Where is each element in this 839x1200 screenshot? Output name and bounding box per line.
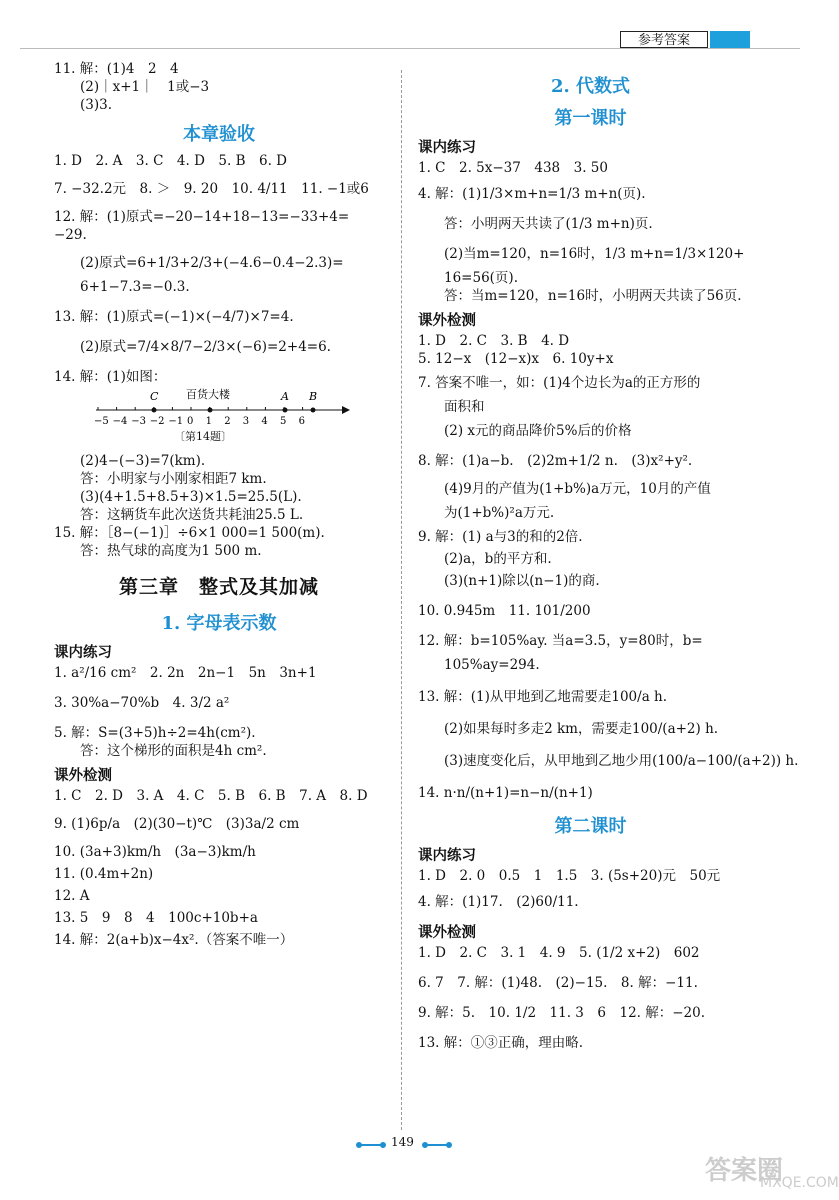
point-b: [311, 408, 316, 413]
answer-line: 1. D 2. C 3. B 4. D: [418, 333, 570, 349]
answer-line: −29.: [54, 227, 87, 243]
answer-line: 答：小明两天共读了(1/3 m+n)页.: [444, 216, 653, 232]
answer-line: 14. 解：(1)如图：: [54, 369, 167, 385]
chapter-title: 第三章 整式及其加减: [118, 576, 319, 598]
answer-line: 11. 解：(1)4 2 4: [54, 61, 179, 77]
answer-line: 13. 5 9 8 4 100c+10b+a: [54, 910, 258, 926]
answer-line: 答：这个梯形的面积是4h cm².: [80, 743, 267, 759]
subsection-title: 课内练习: [418, 847, 476, 864]
section-title: 本章验收: [183, 124, 255, 145]
answer-line: 1. C 2. 5x−37 438 3. 50: [418, 160, 608, 176]
tick-label: −5: [94, 416, 109, 427]
answer-line: (2)4−(−3)=7(km).: [80, 453, 206, 469]
column-divider: [401, 70, 402, 1130]
answer-line: 答：这辆货车此次送货共耗油25.5 L.: [80, 507, 304, 523]
watermark: 答案圈: [705, 1156, 784, 1186]
section-title: 2. 代数式: [550, 76, 631, 97]
answer-line: 13. 解：(1)原式=(−1)×(−4/7)×7=4.: [54, 309, 294, 325]
answer-line: 105%ay=294.: [444, 657, 540, 673]
answer-line: (2)｜x+1｜ 1或−3: [80, 79, 210, 95]
answer-line: (2)原式=7/4×8/7−2/3×(−6)=2+4=6.: [80, 339, 331, 355]
answer-line: (2)当m=120，n=16时，1/3 m+n=1/3×120+: [444, 246, 745, 262]
tick-label: 2: [224, 416, 231, 427]
point-store: [208, 408, 213, 413]
answer-line: 5. 12−x (12−x)x 6. 10y+x: [418, 351, 614, 367]
answer-line: 16=56(页).: [444, 270, 518, 286]
page-number: 149: [391, 1135, 414, 1149]
tick-label: −3: [131, 416, 146, 427]
answer-line: 答：小明家与小刚家相距7 km.: [80, 471, 267, 487]
label-b: B: [309, 390, 318, 403]
right-column: [418, 60, 799, 1052]
answer-line: 7. 答案不唯一，如：(1)4个边长为a的正方形的: [418, 375, 701, 391]
answer-line: 10. (3a+3)km/h (3a−3)km/h: [54, 844, 256, 860]
label-a: A: [281, 390, 289, 403]
subsection-title: 课外检测: [418, 924, 476, 941]
answer-line: 答：当m=120，n=16时，小明两天共读了56页.: [444, 288, 742, 304]
answer-line: 1. D 2. C 3. 1 4. 9 5. (1/2 x+2) 602: [418, 945, 700, 961]
header-label: 参考答案: [620, 31, 708, 48]
answer-line: 11. (0.4m+2n): [54, 866, 154, 882]
answer-line: 8. 解：(1)a−b. (2)2m+1/2 n. (3)x²+y².: [418, 453, 693, 469]
answer-line: 6+1−7.3=−0.3.: [80, 279, 190, 295]
page-header-tab: [620, 31, 750, 48]
answer-line: (2)原式=6+1/3+2/3+(−4.6−0.4−2.3)=: [80, 255, 344, 271]
tick-label: 3: [242, 416, 250, 427]
subsection-title: 课外检测: [418, 312, 476, 329]
point-a: [283, 408, 288, 413]
answer-line: 10. 0.945m 11. 101/200: [418, 603, 591, 619]
tick-label: −4: [112, 416, 128, 427]
answer-line: 5. 解：S=(3+5)h÷2=4h(cm²).: [54, 725, 256, 741]
answer-line: 1. D 2. A 3. C 4. D 5. B 6. D: [54, 153, 288, 169]
answer-line: 9. 解：5. 10. 1/2 11. 3 6 12. 解：−20.: [418, 1005, 706, 1021]
header-accent-bar: [710, 31, 750, 48]
tick-label: 5: [280, 416, 287, 427]
answer-line: 3. 30%a−70%b 4. 3/2 a²: [54, 695, 230, 711]
answer-line: 12. A: [54, 888, 90, 904]
tick-label: 4: [261, 416, 268, 427]
tick-label: −2: [149, 416, 165, 427]
answer-line: 答：热气球的高度为1 500 m.: [80, 543, 262, 559]
answer-line: (3)速度变化后，从甲地到乙地少用(100/a−100/(a+2)) h.: [444, 753, 799, 769]
subsection-title: 课内练习: [54, 644, 112, 661]
tick-label: 6: [298, 416, 305, 427]
number-line: [94, 386, 354, 430]
answer-line: (3)3.: [80, 97, 113, 113]
answer-line: 4. 解：(1)1/3×m+n=1/3 m+n(页).: [418, 186, 646, 202]
answer-line: 1. C 2. D 3. A 4. C 5. B 6. B 7. A 8. D: [54, 788, 368, 804]
point-c: [152, 408, 157, 413]
answer-line: (3)(n+1)除以(n−1)的商.: [444, 573, 600, 589]
answer-line: 4. 解：(1)17. (2)60/11.: [418, 894, 579, 910]
header-rule: [20, 48, 800, 49]
answer-line: (2)如果每时多走2 km，需要走100/(a+2) h.: [444, 721, 719, 737]
page-footer: [355, 1134, 455, 1154]
answer-line: 14. n·n/(n+1)=n−n/(n+1): [418, 785, 593, 801]
left-column: [54, 60, 384, 949]
answer-line: 13. 解：①③正确，理由略.: [418, 1035, 584, 1051]
answer-line: 9. (1)6p/a (2)(30−t)℃ (3)3a/2 cm: [54, 816, 300, 832]
number-line-figure: [94, 386, 384, 430]
answer-line: 6. 7 7. 解：(1)48. (2)−15. 8. 解：−11.: [418, 975, 698, 991]
answer-line: 面积和: [444, 399, 485, 415]
section-title: 第一课时: [554, 108, 627, 129]
answer-line: 9. 解：(1) a与3的和的2倍.: [418, 529, 583, 545]
answer-line: 为(1+b%)²a万元.: [444, 505, 555, 521]
tick-label: 1: [205, 416, 212, 427]
tick-label: 0: [187, 416, 194, 427]
answer-line: 13. 解：(1)从甲地到乙地需要走100/a h.: [418, 689, 668, 705]
answer-line: 1. a²/16 cm² 2. 2n 2n−1 5n 3n+1: [54, 665, 317, 681]
answer-line: 14. 解：2(a+b)x−4x².（答案不唯一）: [54, 932, 294, 948]
watermark-site: MXQE.COM: [760, 1175, 839, 1191]
tick-label: −1: [168, 416, 184, 427]
answer-line: 12. 解：(1)原式=−20−14+18−13=−33+4=: [54, 209, 350, 225]
answer-line: 15. 解：［8−(−1)］÷6×1 000=1 500(m).: [54, 525, 325, 541]
answer-line: 12. 解：b=105%ay. 当a=3.5，y=80时，b=: [418, 633, 703, 649]
label-store: 百货大楼: [186, 388, 230, 401]
answer-line: (2) x元的商品降价5%后的价格: [444, 423, 632, 439]
answer-line: (4)9月的产值为(1+b%)a万元，10月的产值: [444, 481, 711, 497]
figure-caption: 〔第14题〕: [174, 430, 232, 443]
label-c: C: [150, 390, 159, 403]
subsection-title: 课外检测: [54, 767, 112, 784]
section-title: 1. 字母表示数: [161, 613, 277, 634]
answer-line: 7. −32.2元 8. ＞ 9. 20 10. 4/11 11. −1或6: [54, 181, 369, 197]
answer-line: 1. D 2. 0 0.5 1 1.5 3. (5s+20)元 50元: [418, 868, 721, 884]
answer-line: (2)a，b的平方和.: [444, 551, 552, 567]
subsection-title: 课内练习: [418, 139, 476, 156]
answer-line: (3)(4+1.5+8.5+3)×1.5=25.5(L).: [80, 489, 302, 505]
section-title: 第二课时: [554, 816, 627, 837]
